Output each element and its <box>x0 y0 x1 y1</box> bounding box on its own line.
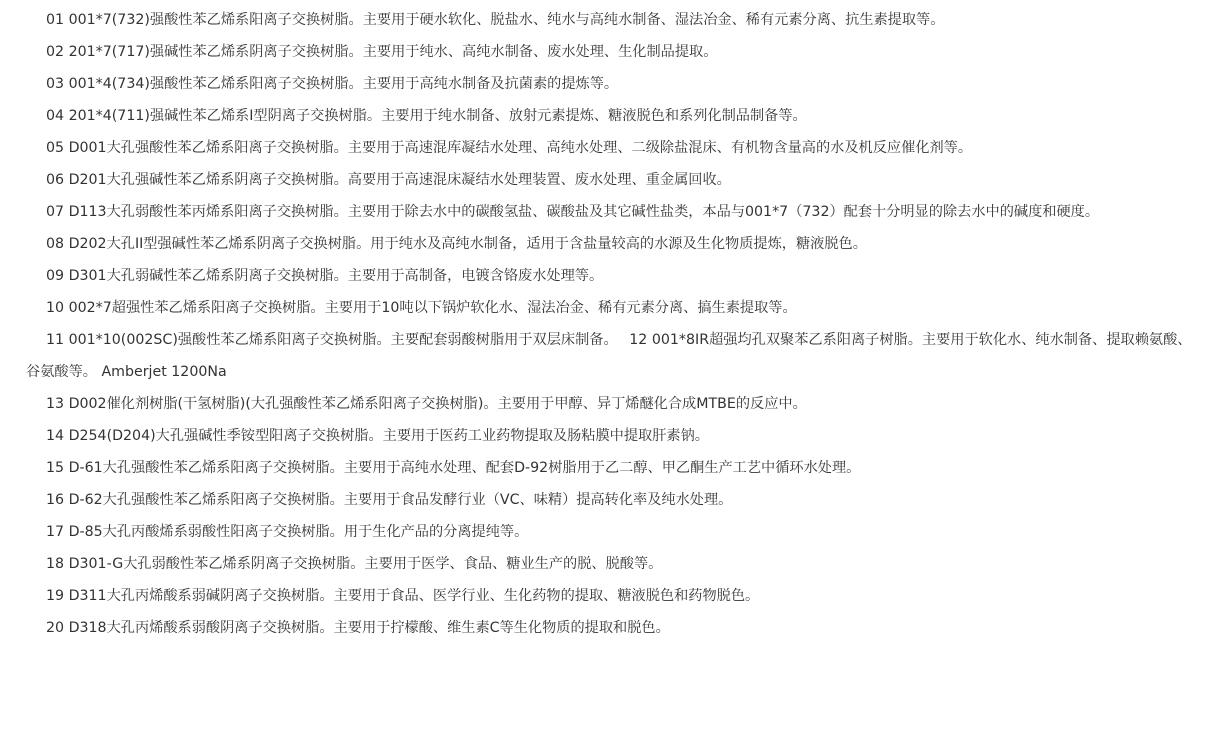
resin-item-06: 06 D201大孔强碱性苯乙烯系阴离子交换树脂。高要用于高速混床凝结水处理装置、废水处理、重金属回收。 <box>46 172 731 188</box>
resin-item-13: 13 D002催化剂树脂(干氢树脂)(大孔强酸性苯乙烯系阳离子交换树脂)。主要用于甲醇、异丁烯醚化合成MTBE的反应中。 <box>46 396 807 412</box>
resin-item-08: 08 D202大孔II型强碱性苯乙烯系阴离子交换树脂。用于纯水及高纯水制备，适用于含盐量较高的水源及生化物质提炼，糖液脱色。 <box>46 236 867 252</box>
resin-item-19: 19 D311大孔丙烯酸系弱碱阴离子交换树脂。主要用于食品、医学行业、生化药物的提取、糖液脱色和药物脱色。 <box>46 588 760 604</box>
resin-item-17: 17 D-85大孔丙酸烯系弱酸性阳离子交换树脂。用于生化产品的分离提纯等。 <box>46 524 529 540</box>
resin-item-09: 09 D301大孔弱碱性苯乙烯系阴离子交换树脂。主要用于高制备，电镀含铬废水处理等。 <box>46 268 604 284</box>
resin-item-03: 03 001*4(734)强酸性苯乙烯系阳离子交换树脂。主要用于高纯水制备及抗菌素的提炼等。 <box>46 76 619 92</box>
resin-item-20: 20 D318大孔丙烯酸系弱酸阴离子交换树脂。主要用于拧檬酸、维生素C等生化物质的提取和脱色。 <box>46 620 670 636</box>
resin-item-18: 18 D301-G大孔弱酸性苯乙烯系阴离子交换树脂。主要用于医学、食品、糖业生产的脱、脱酸等。 <box>46 556 663 572</box>
resin-item-16: 16 D-62大孔强酸性苯乙烯系阳离子交换树脂。主要用于食品发酵行业（VC、味精）提高转化率及纯水处理。 <box>46 492 733 508</box>
resin-item-15: 15 D-61大孔强酸性苯乙烯系阳离子交换树脂。主要用于高纯水处理、配套D-92树脂用于乙二醇、甲乙酮生产工艺中循环水处理。 <box>46 460 861 476</box>
resin-item-05: 05 D001大孔强酸性苯乙烯系阳离子交换树脂。主要用于高速混库凝结水处理、高纯水处理、二级除盐混床、有机物含量高的水及机反应催化剂等。 <box>46 140 973 156</box>
resin-item-14: 14 D254(D204)大孔强碱性季铵型阳离子交换树脂。主要用于医药工业药物提取及肠粘膜中提取肝素钠。 <box>46 428 709 444</box>
resin-item-01: 01 001*7(732)强酸性苯乙烯系阳离子交换树脂。主要用于硬水软化、脱盐水、纯水与高纯水制备、湿法冶金、稀有元素分离、抗生素提取等。 <box>46 12 945 28</box>
resin-item-10: 10 002*7超强性苯乙烯系阳离子交换树脂。主要用于10吨以下锅炉软化水、湿法冶金、稀有元素分离、搞生素提取等。 <box>46 300 797 316</box>
resin-item-07: 07 D113大孔弱酸性苯丙烯系阳离子交换树脂。主要用于除去水中的碳酸氢盐、碳酸盐及其它碱性盐类，本品与001*7（732）配套十分明显的除去水中的碱度和硬度。 <box>46 204 1100 220</box>
resin-item-11-12: 11 001*10(002SC)强酸性苯乙烯系阳离子交换树脂。主要配套弱酸树脂用于双层床制备。 12 001*8IR超强均孔双聚苯乙系阳离子树脂。主要用于软化水、纯水制备、提取赖氨酸、谷氨酸等。 Amberjet 1200Na <box>26 332 1192 380</box>
resin-item-02: 02 201*7(717)强碱性苯乙烯系阴离子交换树脂。主要用于纯水、高纯水制备、废水处理、生化制品提取。 <box>46 44 718 60</box>
resin-item-04: 04 201*4(711)强碱性苯乙烯系I型阴离子交换树脂。主要用于纯水制备、放射元素提炼、糖液脱色和系列化制品制备等。 <box>46 108 807 124</box>
